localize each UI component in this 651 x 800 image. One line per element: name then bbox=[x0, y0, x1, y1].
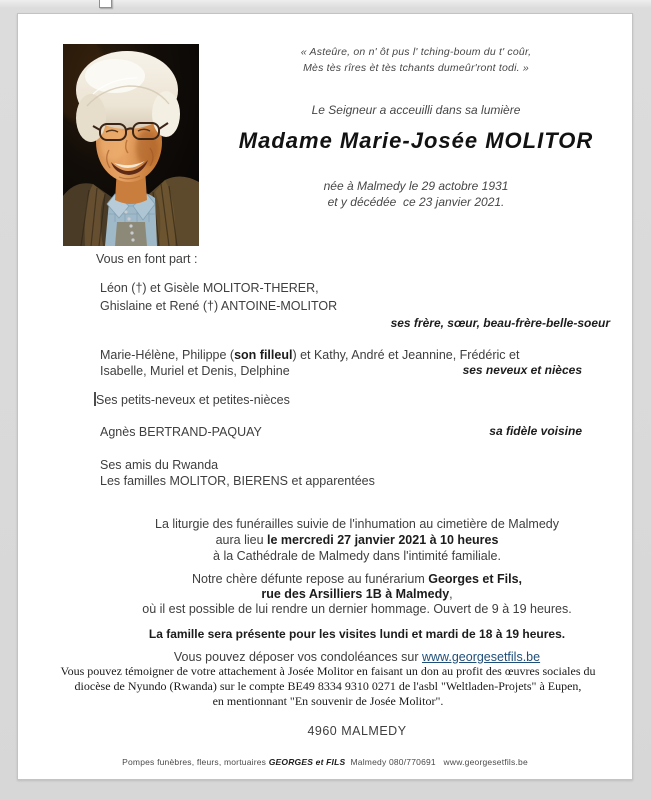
donation-line1: Vous pouvez témoigner de votre attachement à Josée Molitor en faisant un don au profit des œuvres sociales du bbox=[60, 664, 596, 678]
birth-line: née à Malmedy le 29 actobre 1931 bbox=[323, 179, 509, 193]
condolences-line bbox=[96, 650, 618, 664]
death-line: et y décédée ce 23 janvier 2021. bbox=[327, 195, 505, 209]
family-group2-line2: Isabelle, Muriel et Denis, Delphine bbox=[100, 364, 290, 378]
liturgy-line3: à la Cathédrale de Malmedy dans l'intimité familiale. bbox=[213, 549, 501, 563]
family-group1-line1: Léon (†) et Gisèle MOLITOR-THERER, bbox=[100, 281, 319, 295]
city-line: 4960 MALMEDY bbox=[307, 724, 407, 738]
repose-prefix: Notre chère défunte repose au funérarium bbox=[191, 572, 429, 586]
footer-brand: GEORGES et FILS bbox=[268, 757, 346, 767]
visits-line: La famille sera présente pour les visites lundi et mardi de 18 à 19 heures. bbox=[148, 627, 566, 641]
portrait-photo bbox=[63, 44, 199, 246]
obituary-page bbox=[17, 13, 633, 780]
group2-godson: son filleul bbox=[234, 348, 293, 362]
condolences-prefix: Vous pouvez déposer vos condoléances sur bbox=[173, 650, 422, 664]
friends-line: Ses amis du Rwanda bbox=[100, 458, 219, 472]
group2-post: ) et Kathy, André et Jeannine, Frédéric et bbox=[292, 348, 520, 362]
footer-contact: Malmedy 080/770691 www.georgesetfils.be bbox=[345, 757, 528, 767]
repose-line2-post: , bbox=[449, 587, 453, 601]
footer-prefix: Pompes funèbres, fleurs, mortuaires bbox=[122, 757, 269, 767]
dialect-quote-line2: Mès tès rîres èt tès tchants dumeûr'ront todi. » bbox=[303, 62, 529, 74]
neighbor-name: Agnès BERTRAND-PAQUAY bbox=[100, 425, 262, 439]
repose-line3: où il est possible de lui rendre un dernier hommage. Ouvert de 9 à 19 heures. bbox=[142, 602, 572, 616]
funeral-home-name: Georges et Fils, bbox=[428, 572, 523, 586]
relation-siblings: ses frère, sœur, beau-frère-belle-soeur bbox=[390, 316, 610, 330]
portrait-image bbox=[63, 44, 199, 246]
donation-line2: diocèse de Nyundo (Rwanda) sur le compte BE49 8334 9310 0271 de l'asbl "Weltladen-Projets" à Eupen, bbox=[74, 679, 582, 693]
deceased-name: Madame Marie-Josée MOLITOR bbox=[238, 128, 594, 153]
repose-line1 bbox=[96, 572, 618, 586]
relation-nephews: ses neveux et nièces bbox=[462, 363, 582, 377]
liturgy-date: le mercredi 27 janvier 2021 à 10 heures bbox=[267, 533, 499, 547]
liturgy-line1: La liturgie des funérailles suivie de l'inhumation au cimetière de Malmedy bbox=[155, 517, 559, 531]
funeral-home-address: rue des Arsilliers 1B à Malmedy bbox=[261, 587, 450, 601]
family-group2-line1 bbox=[100, 348, 519, 362]
condolences-link[interactable]: www.georgesetfils.be bbox=[421, 650, 541, 664]
relation-neighbor: sa fidèle voisine bbox=[489, 424, 582, 438]
grand-nephews-line: Ses petits-neveux et petites-nièces bbox=[96, 393, 290, 407]
family-group1-line2: Ghislaine et René (†) ANTOINE-MOLITOR bbox=[100, 299, 338, 313]
group2-pre: Marie-Hélène, Philippe ( bbox=[100, 348, 235, 362]
repose-line2 bbox=[96, 587, 618, 601]
selection-handle[interactable] bbox=[99, 0, 112, 8]
intro-line: Le Seigneur a acceuilli dans sa lumière bbox=[311, 103, 521, 117]
liturgy-date-prefix: aura lieu bbox=[215, 533, 268, 547]
liturgy-line2 bbox=[96, 533, 618, 547]
dialect-quote-line1: « Asteûre, on n' ôt pus l' tching-boum du t' coûr, bbox=[300, 46, 532, 58]
families-line: Les familles MOLITOR, BIERENS et apparentées bbox=[100, 474, 375, 488]
announcement-label: Vous en font part : bbox=[96, 252, 198, 266]
donation-line3: en mentionnant "En souvenir de Josée Molitor". bbox=[212, 694, 444, 708]
footer-line bbox=[18, 758, 632, 768]
